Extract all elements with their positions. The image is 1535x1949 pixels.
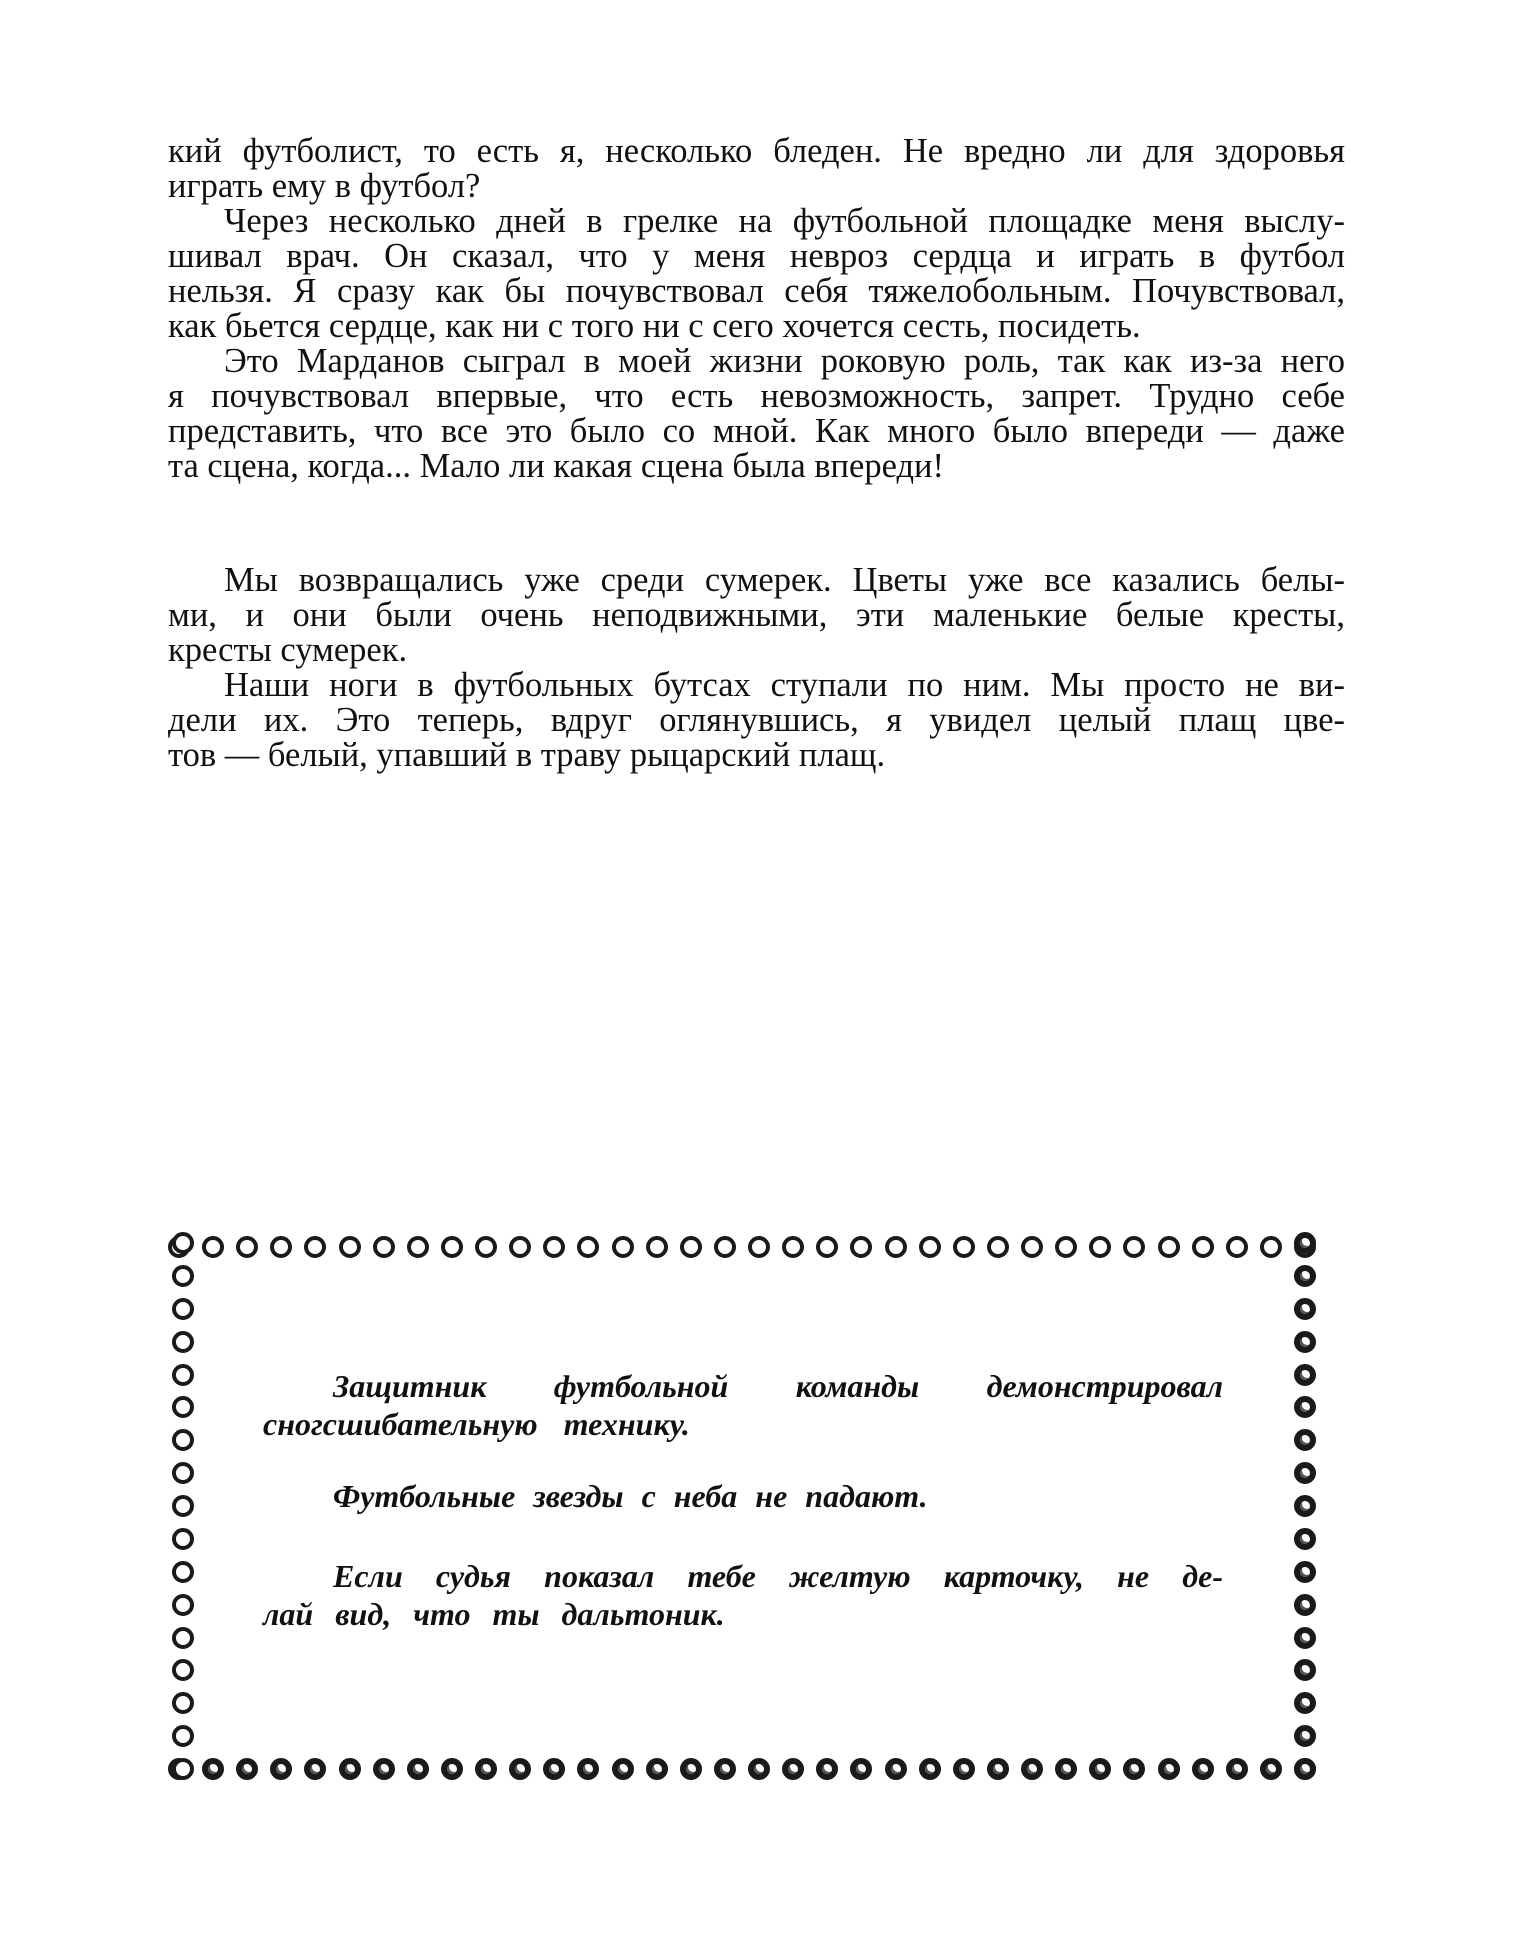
frame-dot: [714, 1758, 736, 1780]
frame-dot: [1123, 1236, 1145, 1258]
frame-border-bottom: [168, 1754, 1316, 1784]
frame-dot: [1294, 1232, 1316, 1254]
frame-dot: [885, 1758, 907, 1780]
frame-dot: [1294, 1396, 1316, 1418]
frame-dot: [680, 1758, 702, 1780]
frame-dot: [1158, 1236, 1180, 1258]
frame-dot: [172, 1396, 194, 1418]
paragraph-2: [168, 204, 1345, 344]
frame-dot: [919, 1758, 941, 1780]
paragraph-3: [168, 344, 1345, 484]
frame-dot: [987, 1236, 1009, 1258]
quote-3: [263, 1557, 1223, 1633]
text-line: ми, и они были очень неподвижными, эти маленькие белые кресты,: [168, 596, 1345, 634]
text-line: играть ему в футбол?: [168, 167, 481, 205]
frame-dot: [1123, 1758, 1145, 1780]
frame-dot: [612, 1236, 634, 1258]
frame-dot: [236, 1758, 258, 1780]
paragraph-4: [168, 563, 1345, 668]
frame-border-right: [1290, 1232, 1320, 1780]
frame-dot: [172, 1298, 194, 1320]
frame-dot: [1294, 1462, 1316, 1484]
frame-dot: [850, 1236, 872, 1258]
frame-dot: [919, 1236, 941, 1258]
text-line: представить, что все это было со мной. Как много было впереди — даже: [168, 412, 1345, 450]
frame-dot: [782, 1758, 804, 1780]
frame-dot: [172, 1364, 194, 1386]
frame-dot: [1294, 1758, 1316, 1780]
frame-dot: [885, 1236, 907, 1258]
frame-dot: [172, 1462, 194, 1484]
frame-dot: [1294, 1364, 1316, 1386]
text-line: дели их. Это теперь, вдруг оглянувшись, я увидел целый плащ цве-: [168, 701, 1345, 739]
frame-dot: [172, 1232, 194, 1254]
frame-dot: [373, 1236, 395, 1258]
frame-dot: [577, 1758, 599, 1780]
frame-dot: [1158, 1758, 1180, 1780]
frame-dot: [953, 1236, 975, 1258]
frame-dot: [1294, 1659, 1316, 1681]
quote-line: сногсшибательную технику.: [263, 1406, 690, 1442]
frame-dot: [1294, 1528, 1316, 1550]
decorative-quote-frame: [168, 1232, 1316, 1780]
frame-dot: [1089, 1236, 1111, 1258]
frame-dot: [172, 1627, 194, 1649]
frame-dot: [1021, 1758, 1043, 1780]
frame-dot: [1294, 1594, 1316, 1616]
frame-dot: [475, 1236, 497, 1258]
frame-dot: [172, 1594, 194, 1616]
frame-dot: [270, 1758, 292, 1780]
frame-dot: [339, 1758, 361, 1780]
frame-dot: [1260, 1758, 1282, 1780]
frame-dot: [202, 1758, 224, 1780]
paragraph-5: [168, 668, 1345, 773]
frame-dot: [509, 1758, 531, 1780]
frame-dot: [1294, 1561, 1316, 1583]
quote-line: лай вид, что ты дальтоник.: [263, 1596, 725, 1632]
frame-dot: [407, 1758, 429, 1780]
frame-dot: [1294, 1298, 1316, 1320]
frame-dot: [612, 1758, 634, 1780]
frame-dot: [509, 1236, 531, 1258]
frame-dot: [1294, 1627, 1316, 1649]
frame-dot: [236, 1236, 258, 1258]
text-line: кресты сумерек.: [168, 631, 408, 669]
frame-dot: [1294, 1429, 1316, 1451]
frame-dot: [680, 1236, 702, 1258]
frame-dot: [748, 1236, 770, 1258]
frame-dot: [1294, 1692, 1316, 1714]
text-line: Через несколько дней в грелке на футбольной площадке меня выслу-: [224, 202, 1345, 240]
text-line: нельзя. Я сразу как бы почувствовал себя тяжелобольным. Почувствовал,: [168, 272, 1345, 310]
frame-dot: [172, 1265, 194, 1287]
quote-line: Защитник футбольной команды демонстрировал: [333, 1368, 1223, 1404]
frame-dot: [543, 1236, 565, 1258]
frame-dot: [407, 1236, 429, 1258]
text-line: Мы возвращались уже среди сумерек. Цветы уже все казались белы-: [224, 561, 1345, 599]
frame-dot: [1055, 1758, 1077, 1780]
frame-dot: [373, 1758, 395, 1780]
frame-dot: [172, 1725, 194, 1747]
frame-dot: [304, 1758, 326, 1780]
frame-dot: [1089, 1758, 1111, 1780]
frame-dot: [816, 1236, 838, 1258]
frame-dot: [1260, 1236, 1282, 1258]
text-line: Это Марданов сыграл в моей жизни роковую роль, так как из-за него: [224, 342, 1345, 380]
frame-dot: [646, 1758, 668, 1780]
frame-dot: [748, 1758, 770, 1780]
frame-dot: [339, 1236, 361, 1258]
text-section-1: [168, 134, 1345, 484]
frame-dot: [172, 1331, 194, 1353]
quote-2: [263, 1477, 1223, 1515]
frame-dot: [441, 1758, 463, 1780]
text-line: та сцена, когда... Мало ли какая сцена была впереди!: [168, 447, 944, 485]
frame-dot: [441, 1236, 463, 1258]
frame-dot: [172, 1528, 194, 1550]
quote-line: Если судья показал тебе желтую карточку, не де-: [333, 1558, 1223, 1594]
frame-dot: [1294, 1265, 1316, 1287]
frame-dot: [1021, 1236, 1043, 1258]
frame-dot: [475, 1758, 497, 1780]
text-section-2: [168, 563, 1345, 773]
frame-dot: [953, 1758, 975, 1780]
frame-dot: [172, 1495, 194, 1517]
frame-dot: [172, 1561, 194, 1583]
frame-border-left: [168, 1232, 198, 1780]
frame-dot: [1294, 1725, 1316, 1747]
frame-dot: [646, 1236, 668, 1258]
frame-dot: [816, 1758, 838, 1780]
frame-dot: [1055, 1236, 1077, 1258]
frame-dot: [543, 1758, 565, 1780]
frame-dot: [1192, 1236, 1214, 1258]
text-line: кий футболист, то есть я, несколько бледен. Не вредно ли для здоровья: [168, 132, 1345, 170]
frame-dot: [714, 1236, 736, 1258]
frame-dot: [172, 1429, 194, 1451]
frame-dot: [1226, 1758, 1248, 1780]
frame-dot: [1226, 1236, 1248, 1258]
frame-dot: [270, 1236, 292, 1258]
text-line: шивал врач. Он сказал, что у меня невроз сердца и играть в футбол: [168, 237, 1345, 275]
frame-dot: [1294, 1495, 1316, 1517]
text-line: Наши ноги в футбольных бутсах ступали по ним. Мы просто не ви-: [224, 666, 1345, 704]
paragraph-1: [168, 134, 1345, 204]
quote-line: Футбольные звезды с неба не падают.: [333, 1478, 928, 1514]
text-line: я почувствовал впервые, что есть невозможность, запрет. Трудно себе: [168, 377, 1345, 415]
frame-dot: [987, 1758, 1009, 1780]
text-line: тов — белый, упавший в траву рыцарский плащ.: [168, 736, 886, 774]
frame-dot: [172, 1692, 194, 1714]
quote-1: [263, 1367, 1223, 1443]
frame-dot: [577, 1236, 599, 1258]
frame-dot: [172, 1758, 194, 1780]
frame-dot: [1192, 1758, 1214, 1780]
text-line: как бьется сердце, как ни с того ни с сего хочется сесть, посидеть.: [168, 307, 1141, 345]
frame-dot: [304, 1236, 326, 1258]
frame-dot: [850, 1758, 872, 1780]
frame-dot: [1294, 1331, 1316, 1353]
frame-dot: [782, 1236, 804, 1258]
frame-dot: [172, 1659, 194, 1681]
frame-dot: [202, 1236, 224, 1258]
frame-border-top: [168, 1232, 1316, 1262]
